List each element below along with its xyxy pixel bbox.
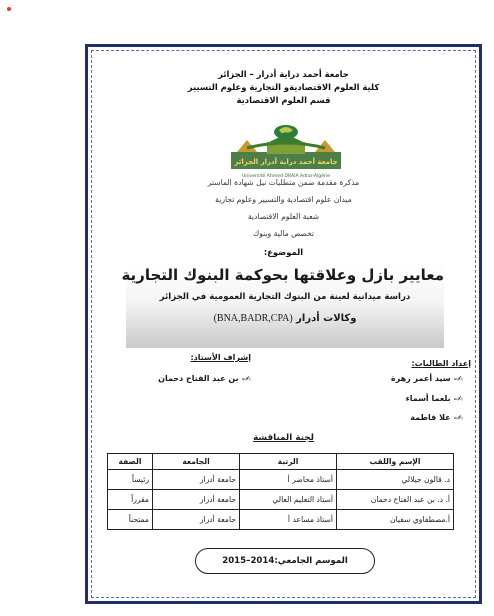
- department-name: قسم العلوم الاقتصادية: [236, 95, 331, 105]
- col-header-rank: الرتبة: [240, 454, 337, 470]
- student-name-2: ✍–بلعما أسماء: [405, 394, 463, 403]
- member-role: ممتحناً: [108, 510, 153, 530]
- red-dot-marker: [7, 7, 11, 11]
- member-name: د. قالون جيلالي: [337, 470, 454, 490]
- thesis-main-title: معايير بازل وعلاقتها بحوكمة البنوك التجارية: [121, 266, 444, 284]
- field-line: ميدان علوم اقتصادية والتسيير وعلوم تجارية: [215, 195, 352, 204]
- pen-arrow-icon: ✍–: [453, 414, 463, 422]
- committee-table: [107, 453, 454, 530]
- table-row: [108, 490, 454, 510]
- title-banner: [121, 262, 444, 348]
- faculty-name: كلية العلوم الاقتصاديةو التجارية وعلوم التسيير: [187, 82, 380, 92]
- academic-year-badge: الموسم الجامعي:2014–2015: [195, 548, 375, 574]
- agencies-arabic: وكالات أدرار: [296, 313, 357, 324]
- member-rank: أستاذ محاضر أ: [240, 470, 337, 490]
- table-row: [108, 510, 454, 530]
- agencies-latin: (BNA,BADR,CPA): [213, 313, 293, 324]
- branch-line: شعبة العلوم الاقتصادية: [247, 212, 320, 221]
- memo-statement: مذكرة مقدمة ضمن متطلبات نيل شهادة الماستر: [207, 178, 360, 187]
- university-logo: [227, 122, 345, 182]
- col-header-university: الجامعة: [153, 454, 240, 470]
- supervisor-label: إشراف الأستاذ:: [190, 353, 251, 362]
- committee-title: لجنة المناقشة: [253, 433, 314, 443]
- col-header-name: الإسم واللقب: [337, 454, 454, 470]
- member-university: جامعة أدرار: [153, 490, 240, 510]
- specialty-line: تخصص مالية وبنوك: [252, 229, 315, 238]
- pen-arrow-icon: ✍–: [241, 375, 251, 383]
- committee-header-row: [108, 454, 454, 470]
- thesis-cover-page: [92, 52, 475, 598]
- member-role: رئيساً: [108, 470, 153, 490]
- logo-arabic-text: جامعة أحمد دراية أدرار الجزائر: [234, 158, 338, 166]
- member-rank: أستاذ التعليم العالي: [240, 490, 337, 510]
- thesis-subtitle: دراسة ميدانية لعينة من البنوك التجارية العمومية في الجزائر: [159, 292, 411, 302]
- thesis-agencies-line: [126, 313, 444, 324]
- student-name-1: ✍–سيد أعمر زهرة: [390, 374, 463, 383]
- student-name-3: ✍–علا فاطمة: [410, 413, 463, 422]
- subject-label: الموضوع:: [263, 247, 304, 257]
- table-row: [108, 470, 454, 490]
- students-label: إعداد الطالبات:: [411, 359, 471, 368]
- pen-arrow-icon: ✍–: [453, 375, 463, 383]
- pen-arrow-icon: ✍–: [453, 395, 463, 403]
- col-header-role: الصفة: [108, 454, 153, 470]
- member-rank: أستاذ مساعد أ: [240, 510, 337, 530]
- member-role: مقرراً: [108, 490, 153, 510]
- member-name: أ. د. بن عبد الفتاح دحمان: [337, 490, 454, 510]
- supervisor-name: ✍–بن عبد الفتاح دحمان: [158, 374, 251, 383]
- member-university: جامعة أدرار: [153, 470, 240, 490]
- university-name: جامعة أحمد دراية أدرار – الجزائر: [218, 69, 349, 79]
- logo-latin-text: Université Ahmed DRAIA Adrar-Algérie: [241, 174, 331, 179]
- member-university: جامعة أدرار: [153, 510, 240, 530]
- member-name: أ.مصطفاوي سفيان: [337, 510, 454, 530]
